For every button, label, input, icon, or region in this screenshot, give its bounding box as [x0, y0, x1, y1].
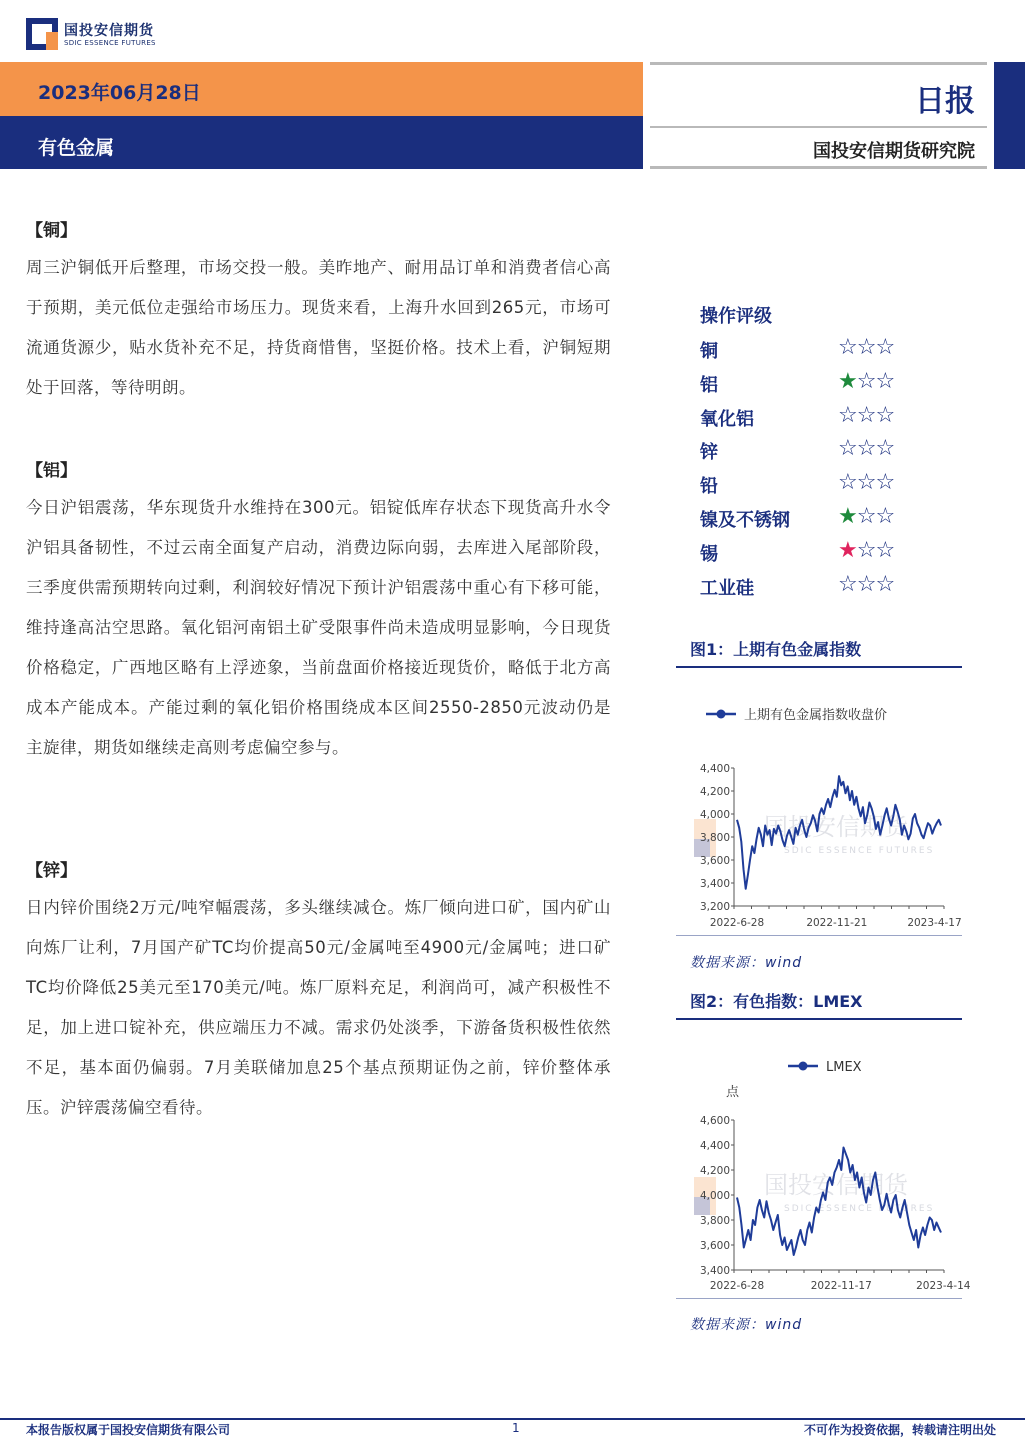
institute-name: 国投安信期货研究院: [813, 141, 975, 162]
y-tick-label: 3,600: [699, 855, 730, 867]
star-filled-icon: ★: [838, 537, 857, 563]
rating-commodity-name: 锡: [700, 543, 718, 565]
figure-1-chart: [676, 690, 962, 933]
x-tick-label: 2023-4-14: [916, 1280, 971, 1292]
footer-disclaimer: 不可作为投资依据，转载请注明出处: [803, 1423, 996, 1437]
rating-stars: [838, 504, 894, 529]
page-number: 1: [512, 1421, 520, 1435]
rating-commodity-name: 工业硅: [700, 577, 754, 599]
rating-row: [700, 571, 920, 604]
star-empty-icon: ☆: [875, 504, 895, 529]
y-tick-label: 4,000: [699, 809, 730, 821]
y-tick-label: 3,400: [699, 878, 730, 890]
figure-2-bottom-rule: [676, 1298, 962, 1299]
rating-stars: [838, 369, 894, 394]
y-tick-label: 3,400: [699, 1265, 730, 1277]
rating-row: [700, 438, 920, 468]
section-title-aluminum: 【铝】: [26, 461, 77, 481]
report-type: 日报: [915, 84, 975, 119]
rating-row: [700, 506, 920, 536]
rating-commodity-name: 锌: [700, 442, 718, 464]
rating-title: 操作评级: [700, 306, 772, 327]
section-text-copper: 周三沪铜低开后整理，市场交投一般。美昨地产、耐用品订单和消费者信心高于预期，美元低位走强给市场压力。现货来看，上海升水回到265元，市场可流通货源少，贴水货补充不足，持货商惜售，坚挺价格。技术上看，沪铜短期处于回落，等待明朗。: [26, 258, 611, 397]
rating-commodity-name: 氧化铝: [700, 408, 754, 430]
star-empty-icon: ☆: [856, 402, 876, 428]
y-axis-label: 点: [726, 1085, 740, 1100]
star-filled-icon: ★: [838, 368, 857, 394]
header-accent-block: [994, 62, 1025, 169]
figure-1-top-rule: [676, 666, 962, 668]
rating-row: [700, 537, 920, 570]
y-tick-label: 3,200: [699, 901, 730, 913]
company-logo-text: 国投安信期货: [64, 23, 154, 39]
watermark-text: 国投安信期货: [764, 1171, 908, 1199]
y-tick-label: 4,400: [699, 763, 730, 775]
figure-2-chart: [676, 1044, 971, 1296]
star-empty-icon: ☆: [838, 436, 857, 462]
x-tick-label: 2022-6-28: [709, 1280, 765, 1292]
rating-stars: [838, 436, 894, 461]
rating-stars: [838, 470, 894, 495]
star-empty-icon: ☆: [875, 436, 895, 462]
header-divider: [650, 62, 987, 65]
star-filled-icon: ★: [838, 504, 857, 529]
section-text-zinc: 日内锌价围绕2万元/吨窄幅震荡，多头继续减仓。炼厂倾向进口矿，国内矿山向炼厂让利，7月国产矿TC均价提高50元/金属吨至4900元/金属吨；进口矿TC均价降低25美元至170美元/吨。炼厂原料充足，利润尚可，减产积极性不足，加上进口锭补充，供应端压力不减。需求仍处淡季，下游备货积极性依然不足，基本面仍偏弱。7月美联储加息25个基点预期证伪之前，锌价整体承压。沪锌震荡偏空看待。: [26, 898, 611, 1117]
series-line: [737, 1148, 941, 1256]
rating-stars: [838, 403, 894, 428]
section-text-aluminum: 今日沪铝震荡，华东现货升水维持在300元。铝锭低库存状态下现货高升水令沪铝具备韧性，不过云南全面复产启动，消费边际向弱，去库进入尾部阶段，三季度供需预期转向过剩，利润较好情况下预计沪铝震荡中重心有下移可能，维持逢高沽空思路。氧化铝河南铝土矿受限事件尚未造成明显影响，今日现货价格稳定，广西地区略有上浮迹象，当前盘面价格接近现货价，略低于北方高成本产能成本。产能过剩的氧化铝价格围绕成本区间2550-2850元波动仍是主旋律，期货如继续走高则考虑偏空参与。: [26, 498, 611, 757]
company-logo-icon: [26, 18, 58, 50]
footer-rule: [0, 1418, 1025, 1420]
y-tick-label: 3,800: [699, 1215, 730, 1227]
figure-1-bottom-rule: [676, 935, 962, 936]
rating-commodity-name: 铜: [700, 341, 718, 362]
report-sector: 有色金属: [38, 137, 115, 159]
x-tick-label: 2023-4-17: [907, 917, 962, 929]
star-empty-icon: ☆: [856, 335, 876, 360]
section-title-copper: 【铜】: [26, 221, 77, 241]
rating-commodity-name: 铝: [700, 374, 718, 396]
y-tick-label: 4,200: [699, 786, 730, 798]
rating-stars: [838, 572, 894, 597]
rating-commodity-name: 铅: [700, 476, 718, 498]
rating-row: [700, 402, 920, 435]
star-empty-icon: ☆: [875, 402, 895, 428]
rating-stars: [838, 538, 894, 563]
x-tick-label: 2022-11-21: [806, 917, 868, 929]
legend-marker: [717, 710, 726, 719]
y-tick-label: 4,200: [699, 1165, 730, 1177]
star-empty-icon: ☆: [838, 470, 857, 496]
figure-1-source: 数据来源：wind: [690, 955, 803, 971]
header-divider: [650, 166, 987, 169]
star-empty-icon: ☆: [838, 335, 857, 360]
star-empty-icon: ☆: [875, 470, 895, 496]
y-tick-label: 4,000: [699, 1190, 730, 1202]
company-logo-english: SDIC ESSENCE FUTURES: [64, 39, 156, 47]
star-empty-icon: ☆: [875, 335, 895, 360]
watermark-english: SDIC ESSENCE FUTURES: [784, 1204, 935, 1214]
y-tick-label: 4,400: [699, 1140, 730, 1152]
star-empty-icon: ☆: [875, 537, 895, 563]
rating-row: [700, 472, 920, 502]
star-empty-icon: ☆: [856, 436, 876, 462]
rating-stars: [838, 335, 894, 360]
star-empty-icon: ☆: [856, 470, 876, 496]
y-tick-label: 4,600: [699, 1115, 730, 1127]
star-empty-icon: ☆: [856, 571, 876, 597]
rating-row: [700, 337, 920, 367]
section-title-zinc: 【锌】: [26, 861, 77, 881]
header-divider: [650, 126, 987, 128]
star-empty-icon: ☆: [838, 571, 857, 597]
star-empty-icon: ☆: [856, 537, 876, 563]
y-tick-label: 3,600: [699, 1240, 730, 1252]
figure-1-title: 图1：上期有色金属指数: [690, 640, 862, 659]
legend-label: LMEX: [826, 1060, 862, 1075]
watermark-text: 国投安信期货: [764, 813, 908, 841]
figure-2-title: 图2：有色指数：LMEX: [690, 992, 863, 1011]
figure-2-top-rule: [676, 1018, 962, 1020]
watermark-english: SDIC ESSENCE FUTURES: [784, 846, 935, 856]
star-empty-icon: ☆: [875, 571, 895, 597]
rating-row: [700, 368, 920, 401]
y-tick-label: 3,800: [699, 832, 730, 844]
rating-commodity-name: 镍及不锈钢: [700, 510, 790, 531]
figure-2-source: 数据来源：wind: [690, 1317, 803, 1333]
footer-copyright: 本报告版权属于国投安信期货有限公司: [26, 1423, 231, 1437]
legend-label: 上期有色金属指数收盘价: [744, 708, 888, 723]
report-date: 2023年06月28日: [38, 82, 201, 104]
x-tick-label: 2022-6-28: [709, 917, 765, 929]
x-tick-label: 2022-11-17: [810, 1280, 872, 1292]
star-empty-icon: ☆: [856, 504, 876, 529]
star-empty-icon: ☆: [838, 402, 857, 428]
legend-marker: [799, 1062, 808, 1071]
star-empty-icon: ☆: [875, 368, 895, 394]
star-empty-icon: ☆: [856, 368, 876, 394]
